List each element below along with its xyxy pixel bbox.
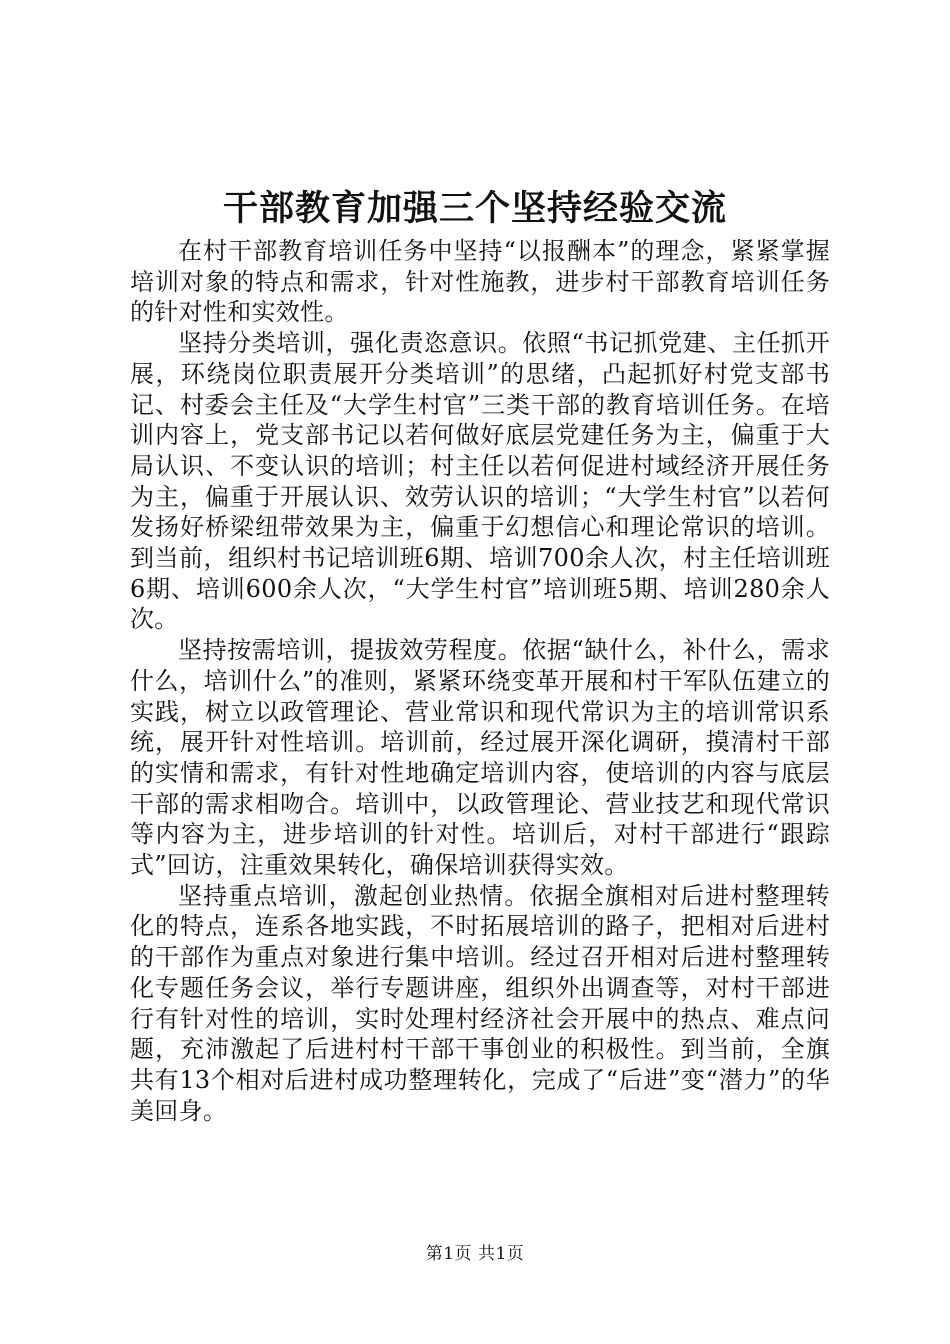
document-body bbox=[130, 236, 830, 1126]
page-footer: 第1页 共1页 bbox=[425, 1244, 525, 1264]
document-title: 干部教育加强三个坚持经验交流 bbox=[222, 188, 727, 229]
paragraph-intro: 在村干部教育培训任务中坚持“以报酬本”的理念，紧紧掌握培训对象的特点和需求，针对性施教，进步村干部教育培训任务的针对性和实效性。 bbox=[130, 237, 830, 327]
paragraph-demand-training: 坚持按需培训，提拔效劳程度。依据“缺什么，补什么，需求什么，培训什么”的准则，紧紧环绕变革开展和村干军队伍建立的实践，树立以政管理论、营业常识和现代常识为主的培训常识系统，展开针对性培训。培训前，经过展开深化调研，摸清村干部的实情和需求，有针对性地确定培训内容，使培训的内容与底层干部的需求相吻合。培训中，以政管理论、营业技艺和现代常识等内容为主，进步培训的针对性。培训后，对村干部进行“跟踪式”回访，注重效果转化，确保培训获得实效。 bbox=[130, 636, 830, 880]
paragraph-key-training: 坚持重点培训，激起创业热情。依据全旗相对后进村整理转化的特点，连系各地实践，不时拓展培训的路子，把相对后进村的干部作为重点对象进行集中培训。经过召开相对后进村整理转化专题任务会议，举行专题讲座，组织外出调查等，对村干部进行有针对性的培训，实时处理村经济社会开展中的热点、难点问题，充沛激起了后进村村干部干事创业的积极性。到当前，全旗共有13个相对后进村成功整理转化，完成了“后进”变“潜力”的华美回身。 bbox=[130, 881, 830, 1125]
paragraph-classified-training: 坚持分类培训，强化责恣意识。依照“书记抓党建、主任抓开展，环绕岗位职责展开分类培训”的思绪，凸起抓好村党支部书记、村委会主任及“大学生村官”三类干部的教育培训任务。在培训内容上，党支部书记以若何做好底层党建任务为主，偏重于大局认识、不变认识的培训；村主任以若何促进村域经济开展任务为主，偏重于开展认识、效劳认识的培训；“大学生村官”以若何发扬好桥梁纽带效果为主，偏重于幻想信心和理论常识的培训。到当前，组织村书记培训班6期、培训700余人次，村主任培训班6期、培训600余人次，“大学生村官”培训班5期、培训280余人次。 bbox=[130, 329, 830, 634]
